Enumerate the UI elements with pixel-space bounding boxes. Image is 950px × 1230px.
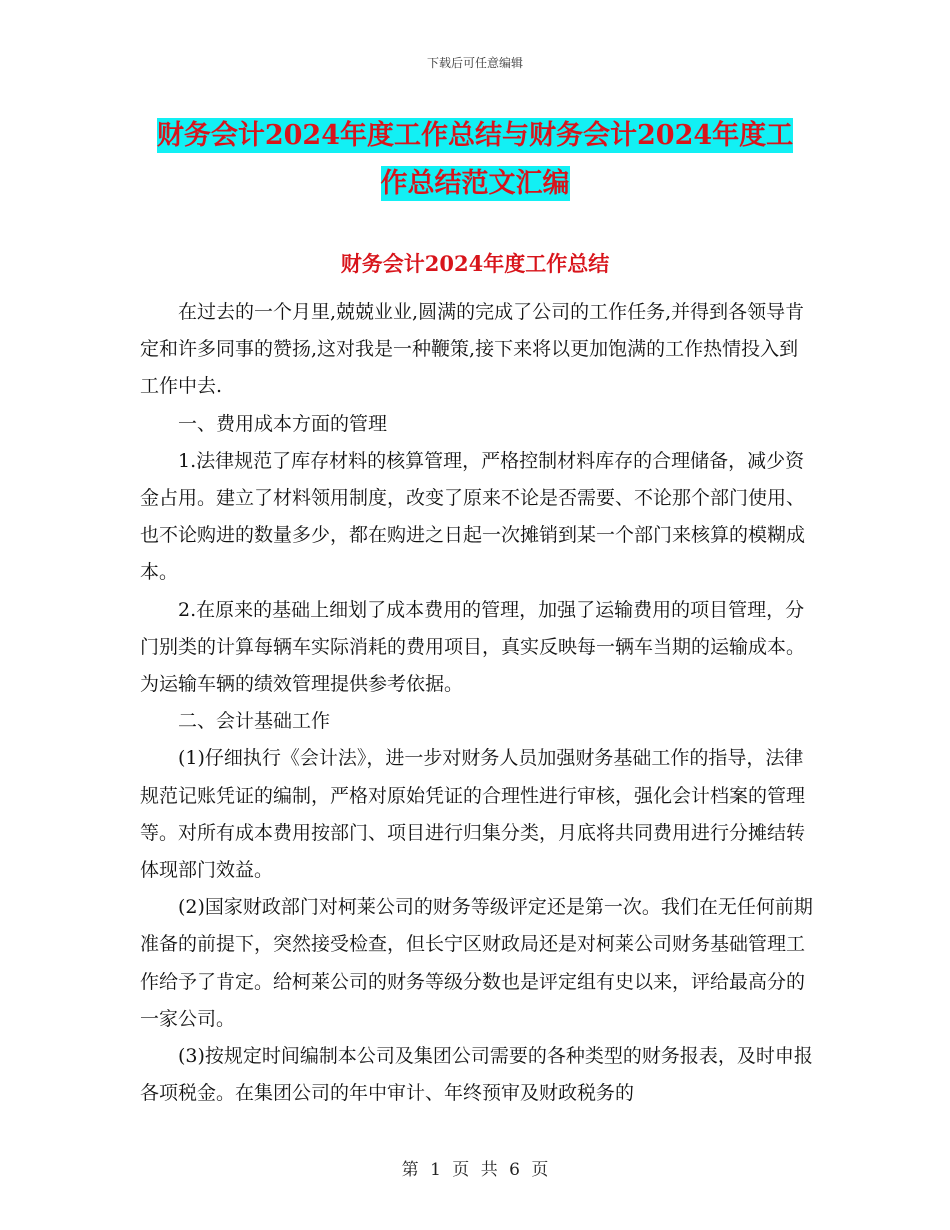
heading-cost-management: 一、费用成本方面的管理 <box>178 412 388 435</box>
section-title: 财务会计2024年度工作总结 <box>340 251 610 276</box>
paragraph-point-1: (1)仔细执行《会计法》，进一步对财务人员加强财务基础工作的指导，法律规范记账凭证的编制，严格对原始凭证的合理性进行审核，强化会计档案的管理等。对所有成本费用按部门、项目进行归集分类，月底将共同费用进行分摊结转体现部门效益。 <box>140 747 806 882</box>
document-title <box>140 112 810 208</box>
document-title-line-2: 作总结范文汇编 <box>380 168 570 199</box>
paragraph-point-2: (2)国家财政部门对柯莱公司的财务等级评定还是第一次。我们在无任何前期准备的前提下，突然接受检查，但长宁区财政局还是对柯莱公司财务基础管理工作给予了肯定。给柯莱公司的财务等级分数也是评定组有史以来，评给最高分的一家公司。 <box>140 896 813 1030</box>
heading-accounting-basics: 二、会计基础工作 <box>178 710 331 733</box>
page-number: 第 1 页 共 6 页 <box>401 1160 549 1180</box>
paragraph-intro: 在过去的一个月里,兢兢业业,圆满的完成了公司的工作任务,并得到各领导肯定和许多同事的赞扬,这对我是一种鞭策,接下来将以更加饱满的工作热情投入到工作中去. <box>140 301 805 398</box>
paragraph-point-3: (3)按规定时间编制本公司及集团公司需要的各种类型的财务报表，及时申报各项税金。在集团公司的年中审计、年终预审及财政税务的 <box>140 1045 813 1105</box>
paragraph-item-1: 1.法律规范了库存材料的核算管理，严格控制材料库存的合理储备，减少资金占用。建立了材料领用制度，改变了原来不论是否需要、不论那个部门使用、也不论购进的数量多少，都在购进之日起一次摊销到某一个部门来核算的模糊成本。 <box>140 449 806 584</box>
header-note: 下载后可任意编辑 <box>426 56 523 70</box>
document-body <box>140 294 815 1112</box>
document-title-line-1: 财务会计2024年度工作总结与财务会计2024年度工 <box>156 120 794 151</box>
paragraph-item-2: 2.在原来的基础上细划了成本费用的管理，加强了运输费用的项目管理，分门别类的计算每辆车实际消耗的费用项目，真实反映每一辆车当期的运输成本。为运输车辆的绩效管理提供参考依据。 <box>140 598 806 696</box>
